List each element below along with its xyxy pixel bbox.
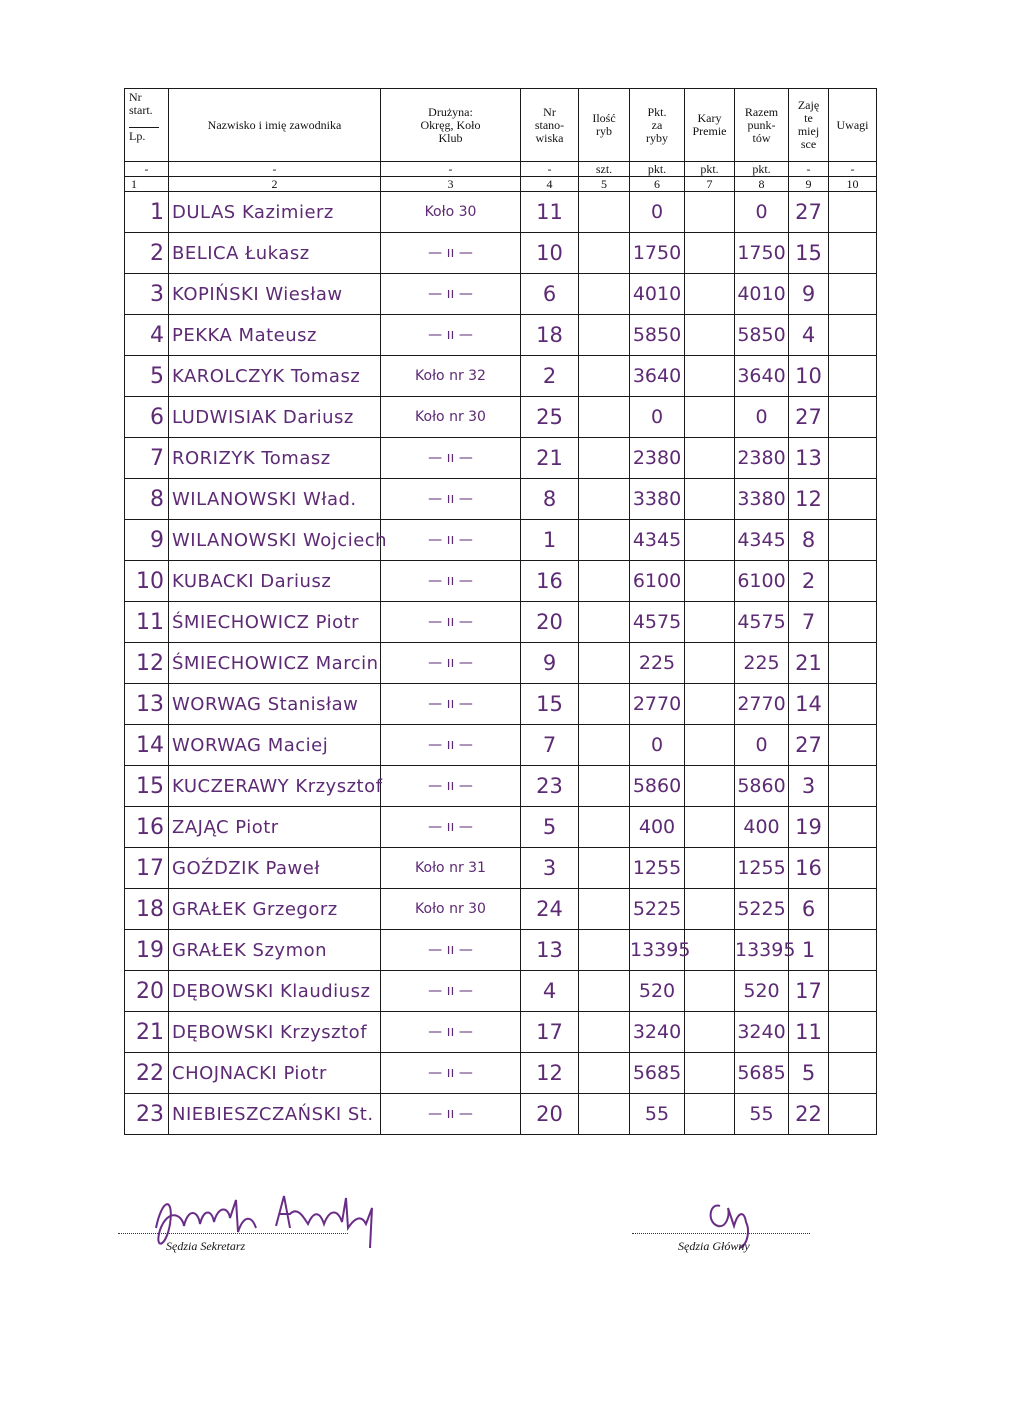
penalty-bonus [685,356,735,397]
table-row [125,520,877,561]
penalty-bonus [685,192,735,233]
table-row [125,479,877,520]
fish-count [579,192,630,233]
fish-count [579,602,630,643]
unit-cell: - [829,162,877,177]
table-row [125,438,877,479]
notes-cell [829,971,877,1012]
team-club: Koło nr 31 [381,848,521,889]
total-points: 13395 [735,930,789,971]
notes-cell [829,684,877,725]
fish-points: 3240 [630,1012,685,1053]
stand-number: 10 [521,233,579,274]
total-points: 3640 [735,356,789,397]
total-points: 400 [735,807,789,848]
final-place: 5 [789,1053,829,1094]
fish-points: 55 [630,1094,685,1135]
fish-points: 3380 [630,479,685,520]
header-team: Drużyna: Okręg, Koło Klub [381,89,521,162]
unit-cell: - [169,162,381,177]
fish-points: 5225 [630,889,685,930]
total-points: 1255 [735,848,789,889]
competitor-name: DĘBOWSKI Krzysztof [169,1012,381,1053]
penalty-bonus [685,848,735,889]
final-place: 15 [789,233,829,274]
competitor-number: 12 [125,643,169,684]
unit-cell: pkt. [630,162,685,177]
total-points: 5860 [735,766,789,807]
column-number: 8 [735,177,789,192]
notes-cell [829,725,877,766]
competitor-name: KUBACKI Dariusz [169,561,381,602]
penalty-bonus [685,561,735,602]
unit-cell: szt. [579,162,630,177]
column-number: 1 [125,177,169,192]
notes-cell [829,233,877,274]
chief-signature-line [632,1232,810,1234]
team-club: — ıı — [381,602,521,643]
column-number: 9 [789,177,829,192]
notes-cell [829,561,877,602]
table-row [125,971,877,1012]
final-place: 2 [789,561,829,602]
final-place: 12 [789,479,829,520]
unit-cell: - [789,162,829,177]
results-body [125,192,877,1135]
penalty-bonus [685,274,735,315]
notes-cell [829,602,877,643]
header-name: Nazwisko i imię zawodnika [169,89,381,162]
competitor-name: BELICA Łukasz [169,233,381,274]
fish-count [579,233,630,274]
team-club: — ıı — [381,971,521,1012]
fish-count [579,479,630,520]
table-row [125,192,877,233]
final-place: 1 [789,930,829,971]
header-notes: Uwagi [829,89,877,162]
table-row [125,1053,877,1094]
final-place: 8 [789,520,829,561]
final-place: 4 [789,315,829,356]
total-points: 1750 [735,233,789,274]
stand-number: 23 [521,766,579,807]
total-points: 6100 [735,561,789,602]
competitor-number: 14 [125,725,169,766]
notes-cell [829,1094,877,1135]
final-place: 21 [789,643,829,684]
competitor-name: KOPIŃSKI Wiesław [169,274,381,315]
competitor-name: ZAJĄC Piotr [169,807,381,848]
stand-number: 4 [521,971,579,1012]
total-points: 55 [735,1094,789,1135]
notes-cell [829,643,877,684]
table-row [125,684,877,725]
competitor-number: 6 [125,397,169,438]
final-place: 16 [789,848,829,889]
stand-number: 21 [521,438,579,479]
team-club: Koło nr 30 [381,889,521,930]
final-place: 10 [789,356,829,397]
notes-cell [829,1012,877,1053]
notes-cell [829,1053,877,1094]
competitor-name: KUCZERAWY Krzysztof [169,766,381,807]
final-place: 6 [789,889,829,930]
fish-count [579,725,630,766]
competitor-number: 17 [125,848,169,889]
competitor-name: GOŹDZIK Paweł [169,848,381,889]
competitor-name: KAROLCZYK Tomasz [169,356,381,397]
penalty-bonus [685,930,735,971]
team-club: — ıı — [381,1053,521,1094]
fish-count [579,930,630,971]
table-row [125,643,877,684]
fish-points: 0 [630,725,685,766]
competitor-number: 4 [125,315,169,356]
competitor-number: 11 [125,602,169,643]
penalty-bonus [685,725,735,766]
fish-points: 4575 [630,602,685,643]
fish-count [579,807,630,848]
table-row [125,397,877,438]
competitor-name: CHOJNACKI Piotr [169,1053,381,1094]
fish-count [579,315,630,356]
fish-points: 4010 [630,274,685,315]
fish-count [579,397,630,438]
penalty-bonus [685,1012,735,1053]
stand-number: 17 [521,1012,579,1053]
fish-points: 1750 [630,233,685,274]
stand-number: 3 [521,848,579,889]
final-place: 14 [789,684,829,725]
total-points: 520 [735,971,789,1012]
chief-caption: Sędzia Główny [678,1239,750,1253]
competitor-name: GRAŁEK Szymon [169,930,381,971]
notes-cell [829,930,877,971]
stand-number: 25 [521,397,579,438]
team-club: — ıı — [381,643,521,684]
table-row [125,356,877,397]
header-penalty: Kary Premie [685,89,735,162]
fish-count [579,561,630,602]
team-club: — ıı — [381,438,521,479]
penalty-bonus [685,479,735,520]
team-club: — ıı — [381,315,521,356]
competitor-number: 20 [125,971,169,1012]
competitor-number: 8 [125,479,169,520]
penalty-bonus [685,971,735,1012]
competitor-name: DĘBOWSKI Klaudiusz [169,971,381,1012]
fish-count [579,848,630,889]
stand-number: 18 [521,315,579,356]
stand-number: 2 [521,356,579,397]
unit-cell: - [521,162,579,177]
competitor-number: 5 [125,356,169,397]
team-club: — ıı — [381,233,521,274]
competitor-name: PEKKA Mateusz [169,315,381,356]
fish-points: 2770 [630,684,685,725]
final-place: 22 [789,1094,829,1135]
header-place: Zaję te miej sce [789,89,829,162]
notes-cell [829,479,877,520]
table-row [125,315,877,356]
penalty-bonus [685,684,735,725]
penalty-bonus [685,766,735,807]
column-number: 4 [521,177,579,192]
notes-cell [829,889,877,930]
fish-count [579,520,630,561]
team-club: Koło nr 30 [381,397,521,438]
penalty-bonus [685,807,735,848]
team-club: Koło nr 32 [381,356,521,397]
table-row [125,725,877,766]
final-place: 27 [789,192,829,233]
team-club: — ıı — [381,274,521,315]
table-row [125,930,877,971]
fish-count [579,766,630,807]
penalty-bonus [685,233,735,274]
fish-count [579,1012,630,1053]
team-club: — ıı — [381,807,521,848]
fish-count [579,274,630,315]
competitor-name: ŚMIECHOWICZ Piotr [169,602,381,643]
final-place: 27 [789,397,829,438]
fish-count [579,356,630,397]
competitor-name: WILANOWSKI Wład. [169,479,381,520]
fish-count [579,889,630,930]
competitor-number: 21 [125,1012,169,1053]
header-nr-start: Nr start. Lp. [125,89,169,162]
stand-number: 15 [521,684,579,725]
notes-cell [829,438,877,479]
penalty-bonus [685,520,735,561]
table-row [125,233,877,274]
column-numbers-row [125,177,877,192]
notes-cell [829,192,877,233]
fish-count [579,1053,630,1094]
total-points: 2770 [735,684,789,725]
fish-count [579,684,630,725]
competitor-name: LUDWISIAK Dariusz [169,397,381,438]
penalty-bonus [685,602,735,643]
final-place: 3 [789,766,829,807]
penalty-bonus [685,1053,735,1094]
stand-number: 7 [521,725,579,766]
column-number: 7 [685,177,735,192]
stand-number: 24 [521,889,579,930]
team-club: — ıı — [381,1012,521,1053]
total-points: 4575 [735,602,789,643]
fish-count [579,1094,630,1135]
fish-points: 0 [630,397,685,438]
total-points: 3240 [735,1012,789,1053]
stand-number: 9 [521,643,579,684]
column-number: 5 [579,177,630,192]
fish-points: 6100 [630,561,685,602]
competitor-number: 2 [125,233,169,274]
team-club: — ıı — [381,684,521,725]
table-row [125,1012,877,1053]
fish-points: 5685 [630,1053,685,1094]
competitor-name: DULAS Kazimierz [169,192,381,233]
stand-number: 12 [521,1053,579,1094]
team-club: — ıı — [381,520,521,561]
competitor-name: WILANOWSKI Wojciech [169,520,381,561]
secretary-signature-line [118,1232,348,1234]
stand-number: 5 [521,807,579,848]
fish-points: 0 [630,192,685,233]
fish-points: 520 [630,971,685,1012]
total-points: 4345 [735,520,789,561]
table-row [125,766,877,807]
competitor-number: 3 [125,274,169,315]
column-number: 10 [829,177,877,192]
fish-points: 225 [630,643,685,684]
competitor-number: 18 [125,889,169,930]
notes-cell [829,356,877,397]
penalty-bonus [685,1094,735,1135]
team-club: — ıı — [381,561,521,602]
team-club: — ıı — [381,725,521,766]
final-place: 7 [789,602,829,643]
fish-points: 5850 [630,315,685,356]
table-row [125,602,877,643]
competitor-name: GRAŁEK Grzegorz [169,889,381,930]
total-points: 4010 [735,274,789,315]
notes-cell [829,848,877,889]
penalty-bonus [685,438,735,479]
table-row [125,561,877,602]
table-row [125,274,877,315]
table-row [125,889,877,930]
total-points: 0 [735,192,789,233]
stand-number: 13 [521,930,579,971]
competitor-name: ŚMIECHOWICZ Marcin [169,643,381,684]
unit-cell: pkt. [685,162,735,177]
final-place: 11 [789,1012,829,1053]
competitor-number: 23 [125,1094,169,1135]
team-club: — ıı — [381,1094,521,1135]
fish-points: 13395 [630,930,685,971]
unit-cell: - [381,162,521,177]
team-club: — ıı — [381,479,521,520]
secretary-caption: Sędzia Sekretarz [166,1239,246,1253]
fish-points: 4345 [630,520,685,561]
total-points: 225 [735,643,789,684]
final-place: 27 [789,725,829,766]
total-points: 2380 [735,438,789,479]
fish-points: 2380 [630,438,685,479]
competitor-name: NIEBIESZCZAŃSKI St. [169,1094,381,1135]
competitor-number: 1 [125,192,169,233]
competitor-number: 10 [125,561,169,602]
table-row [125,848,877,889]
penalty-bonus [685,643,735,684]
penalty-bonus [685,889,735,930]
column-number: 3 [381,177,521,192]
fish-points: 1255 [630,848,685,889]
team-club: Koło 30 [381,192,521,233]
penalty-bonus [685,397,735,438]
notes-cell [829,315,877,356]
notes-cell [829,397,877,438]
header-stand: Nr stano- wiska [521,89,579,162]
notes-cell [829,807,877,848]
fish-points: 400 [630,807,685,848]
stand-number: 11 [521,192,579,233]
competitor-name: WORWAG Stanisław [169,684,381,725]
notes-cell [829,520,877,561]
notes-cell [829,274,877,315]
team-club: — ıı — [381,766,521,807]
competitor-name: WORWAG Maciej [169,725,381,766]
column-number: 6 [630,177,685,192]
stand-number: 6 [521,274,579,315]
final-place: 13 [789,438,829,479]
final-place: 19 [789,807,829,848]
total-points: 0 [735,725,789,766]
total-points: 5225 [735,889,789,930]
competitor-number: 19 [125,930,169,971]
fish-points: 5860 [630,766,685,807]
fish-count [579,438,630,479]
competitor-number: 7 [125,438,169,479]
total-points: 0 [735,397,789,438]
competitor-number: 15 [125,766,169,807]
competitor-number: 9 [125,520,169,561]
units-row [125,162,877,177]
stand-number: 20 [521,602,579,643]
unit-cell: - [125,162,169,177]
header-points: Pkt. za ryby [630,89,685,162]
table-row [125,1094,877,1135]
competitor-number: 13 [125,684,169,725]
header-total: Razem punk- tów [735,89,789,162]
stand-number: 20 [521,1094,579,1135]
stand-number: 8 [521,479,579,520]
competitor-number: 22 [125,1053,169,1094]
fish-points: 3640 [630,356,685,397]
stand-number: 16 [521,561,579,602]
competitor-number: 16 [125,807,169,848]
stand-number: 1 [521,520,579,561]
competitor-name: RORIZYK Tomasz [169,438,381,479]
table-row [125,807,877,848]
header-row [125,89,877,162]
total-points: 5685 [735,1053,789,1094]
final-place: 17 [789,971,829,1012]
results-table [124,88,877,1135]
total-points: 3380 [735,479,789,520]
final-place: 9 [789,274,829,315]
fish-count [579,643,630,684]
unit-cell: pkt. [735,162,789,177]
total-points: 5850 [735,315,789,356]
header-fish-count: Ilość ryb [579,89,630,162]
column-number: 2 [169,177,381,192]
notes-cell [829,766,877,807]
fish-count [579,971,630,1012]
team-club: — ıı — [381,930,521,971]
penalty-bonus [685,315,735,356]
